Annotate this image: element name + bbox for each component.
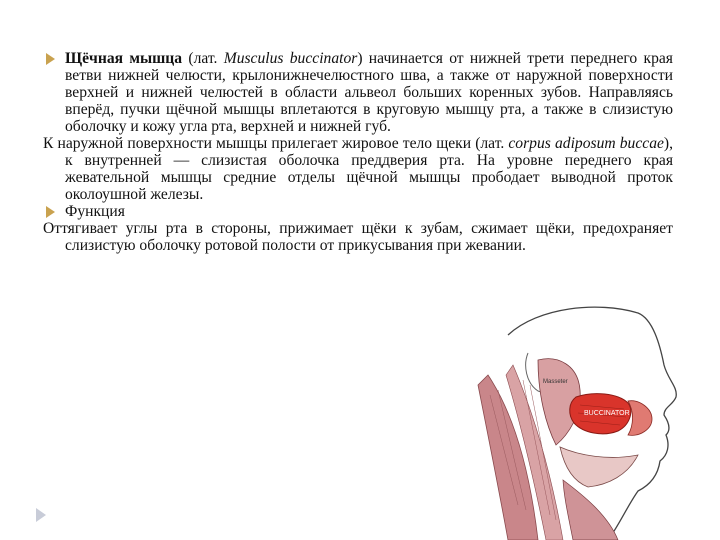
- latin-prefix: (лат.: [182, 50, 224, 67]
- relations-text-start: К наружной поверхности мышцы прилегает жировое тело щеки (лат.: [43, 135, 509, 152]
- orbicularis-oris-muscle: [628, 401, 652, 436]
- paragraph-definition: [43, 50, 673, 135]
- function-text: Оттягивает углы рта в стороны, прижимает щёки к зубам, сжимает щёки, предохраняет слизистую оболочку ротовой полости от прикусывания при жевании.: [43, 220, 673, 254]
- latin-corpus: corpus adiposum buccae: [508, 135, 664, 152]
- definition-text: ) начинается от нижней трети переднего края ветви нижней челюсти, крылонижнечелюстного шва, а также от наружной поверхности верхней и нижней челюстей в области альвеол больших коренных зубов. Направляясь вперёд, пучки щёчной мышцы вплетаются в круговую мышцу рта, а также в слизистую оболочку и кожу угла рта, верхней и нижней губ.: [65, 50, 673, 135]
- mandible-shape: [560, 447, 638, 487]
- term-bold: Щёчная мышца: [65, 50, 183, 67]
- function-heading: Функция: [65, 203, 125, 220]
- bullet-arrow-icon: [46, 206, 55, 218]
- paragraph-relations: [43, 135, 673, 203]
- lower-neck-muscles: [563, 480, 618, 540]
- buccinator-label: BUCCINATOR: [584, 410, 630, 417]
- relations-text-end: ), к внутренней — слизистая оболочка преддверия рта. На уровне переднего края жевательной мышцы средние отделы щёчной мышцы прободает выводной проток околоушной железы.: [65, 135, 674, 203]
- bullet-arrow-icon: [46, 53, 55, 65]
- anatomy-illustration: [468, 305, 718, 540]
- paragraph-function-heading: [43, 203, 673, 220]
- masseter-label: Masseter: [543, 379, 568, 385]
- latin-name: Musculus buccinator: [223, 50, 358, 67]
- paragraph-function: [43, 220, 673, 254]
- decorative-arrow-icon: [34, 506, 48, 524]
- slide-text: [43, 50, 673, 254]
